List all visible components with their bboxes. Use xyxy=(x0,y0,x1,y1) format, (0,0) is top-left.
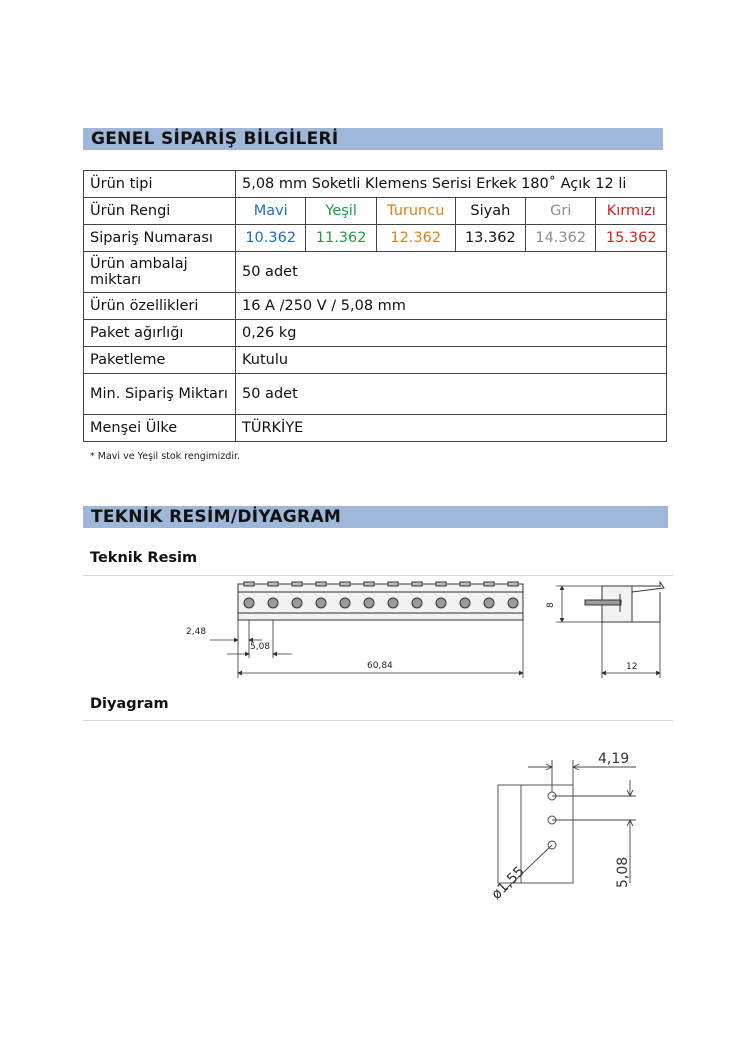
table-row xyxy=(84,320,667,347)
color-name-cell: Mavi xyxy=(236,198,306,225)
dim-8: 8 xyxy=(546,602,556,608)
table-row xyxy=(84,347,667,374)
table-row xyxy=(84,225,667,252)
connector-side-view xyxy=(585,582,664,622)
row-label: Ürün özellikleri xyxy=(84,293,236,320)
table-row xyxy=(84,374,667,415)
section-title: TEKNİK RESİM/DİYAGRAM xyxy=(91,507,342,527)
dim-5-08: 5,08 xyxy=(250,642,271,652)
row-value: 50 adet xyxy=(236,374,667,415)
table-row xyxy=(84,252,667,293)
pcb-diagram xyxy=(0,740,750,910)
dim-60-84: 60,84 xyxy=(367,661,393,671)
row-label: Sipariş Numarası xyxy=(84,225,236,252)
row-label: Min. Sipariş Miktarı xyxy=(84,374,236,415)
section-header-teknik xyxy=(83,506,668,528)
order-number-cell: 12.362 xyxy=(376,225,455,252)
dim-diameter: ø1,55 xyxy=(488,863,528,903)
row-label: Ürün Rengi xyxy=(84,198,236,225)
color-name-cell: Yeşil xyxy=(306,198,376,225)
order-number-cell: 13.362 xyxy=(455,225,525,252)
dim-5-08-vertical: 5,08 xyxy=(615,856,631,888)
color-name-cell: Gri xyxy=(526,198,596,225)
stock-note: * Mavi ve Yeşil stok rengimizdir. xyxy=(90,451,241,462)
row-label: Paket ağırlığı xyxy=(84,320,236,347)
order-number-cell: 14.362 xyxy=(526,225,596,252)
table-row xyxy=(84,171,667,198)
row-value: TÜRKİYE xyxy=(236,415,667,442)
row-value: 16 A /250 V / 5,08 mm xyxy=(236,293,667,320)
row-label: Paketleme xyxy=(84,347,236,374)
teknik-resim-heading: Teknik Resim xyxy=(90,550,198,566)
color-name-cell: Turuncu xyxy=(376,198,455,225)
diyagram-heading: Diyagram xyxy=(90,696,169,712)
section-header-genel xyxy=(83,128,663,150)
row-value: 0,26 kg xyxy=(236,320,667,347)
color-name-cell: Kırmızı xyxy=(596,198,667,225)
row-value: Kutulu xyxy=(236,347,667,374)
dim-2-48: 2,48 xyxy=(186,627,207,637)
order-info-table xyxy=(83,170,667,442)
order-number-cell: 15.362 xyxy=(596,225,667,252)
technical-drawing xyxy=(0,578,750,688)
row-value: 5,08 mm Soketli Klemens Serisi Erkek 180˚ Açık 12 li xyxy=(236,171,667,198)
table-row xyxy=(84,415,667,442)
dim-12: 12 xyxy=(626,662,638,672)
dim-4-19: 4,19 xyxy=(598,751,630,767)
row-label: Menşei Ülke xyxy=(84,415,236,442)
row-label: Ürün tipi xyxy=(84,171,236,198)
order-number-cell: 10.362 xyxy=(236,225,306,252)
order-number-cell: 11.362 xyxy=(306,225,376,252)
row-value: 50 adet xyxy=(236,252,667,293)
row-label: Ürün ambalaj miktarı xyxy=(84,252,236,293)
table-row xyxy=(84,198,667,225)
divider xyxy=(83,720,673,721)
table-row xyxy=(84,293,667,320)
divider xyxy=(83,575,673,576)
section-title: GENEL SİPARİŞ BİLGİLERİ xyxy=(91,129,339,149)
connector-front-view xyxy=(238,582,523,620)
color-name-cell: Siyah xyxy=(455,198,525,225)
